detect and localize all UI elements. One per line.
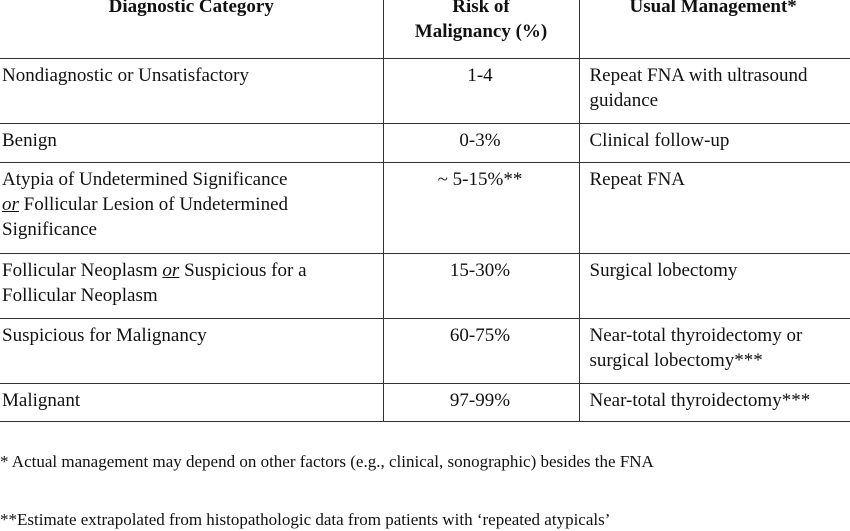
table-row bbox=[0, 318, 850, 383]
category-conjunction: or bbox=[2, 193, 19, 215]
header-management-text: Usual Management* bbox=[629, 0, 797, 17]
table-row bbox=[0, 383, 850, 421]
cell-risk: 60-75% bbox=[383, 318, 579, 383]
footnote-estimate-extrapolated: **Estimate extrapolated from histopathologic data from patients with ‘repeated atypicals’ bbox=[0, 510, 611, 529]
cell-risk: 0-3% bbox=[383, 123, 579, 162]
table-row bbox=[0, 162, 850, 253]
table-row bbox=[0, 123, 850, 162]
header-risk-line1: Risk of bbox=[452, 0, 510, 17]
cell-management: Repeat FNA with ultrasound guidance bbox=[579, 58, 850, 123]
cell-category: Malignant bbox=[0, 383, 383, 421]
header-risk-of-malignancy bbox=[383, 0, 579, 58]
category-part1: Follicular Neoplasm bbox=[2, 259, 163, 281]
header-category-text: Diagnostic Category bbox=[108, 0, 274, 17]
cell-management: Near-total thyroidectomy or surgical lobectomy*** bbox=[579, 318, 850, 383]
cell-category: Nondiagnostic or Unsatisfactory bbox=[0, 58, 383, 123]
cell-management: Surgical lobectomy bbox=[579, 253, 850, 318]
header-usual-management bbox=[579, 0, 850, 58]
cell-category: Benign bbox=[0, 123, 383, 162]
table-row bbox=[0, 253, 850, 318]
header-risk-line2: Malignancy (%) bbox=[414, 21, 548, 42]
category-part2: Follicular Lesion of Undetermined Significance bbox=[2, 193, 289, 240]
cell-category: Suspicious for Malignancy bbox=[0, 318, 383, 383]
cell-risk: ~ 5-15%** bbox=[383, 162, 579, 253]
cell-risk: 1-4 bbox=[383, 58, 579, 123]
category-conjunction: or bbox=[162, 259, 180, 281]
cell-category bbox=[0, 162, 383, 253]
cell-management: Repeat FNA bbox=[579, 162, 850, 253]
cell-risk: 97-99% bbox=[383, 383, 579, 421]
cell-management: Clinical follow-up bbox=[579, 123, 850, 162]
table-row bbox=[0, 58, 850, 123]
cell-risk: 15-30% bbox=[383, 253, 579, 318]
table-header-row bbox=[0, 0, 850, 58]
category-part1: Atypia of Undetermined Significance bbox=[2, 168, 288, 190]
header-diagnostic-category bbox=[0, 0, 383, 52]
cell-category bbox=[0, 253, 383, 318]
category-part2: Suspicious for a Follicular Neoplasm bbox=[2, 259, 307, 306]
cell-management: Near-total thyroidectomy*** bbox=[579, 383, 850, 421]
footnote-actual-management: * Actual management may depend on other factors (e.g., clinical, sonographic) besides the FNA bbox=[0, 452, 654, 471]
